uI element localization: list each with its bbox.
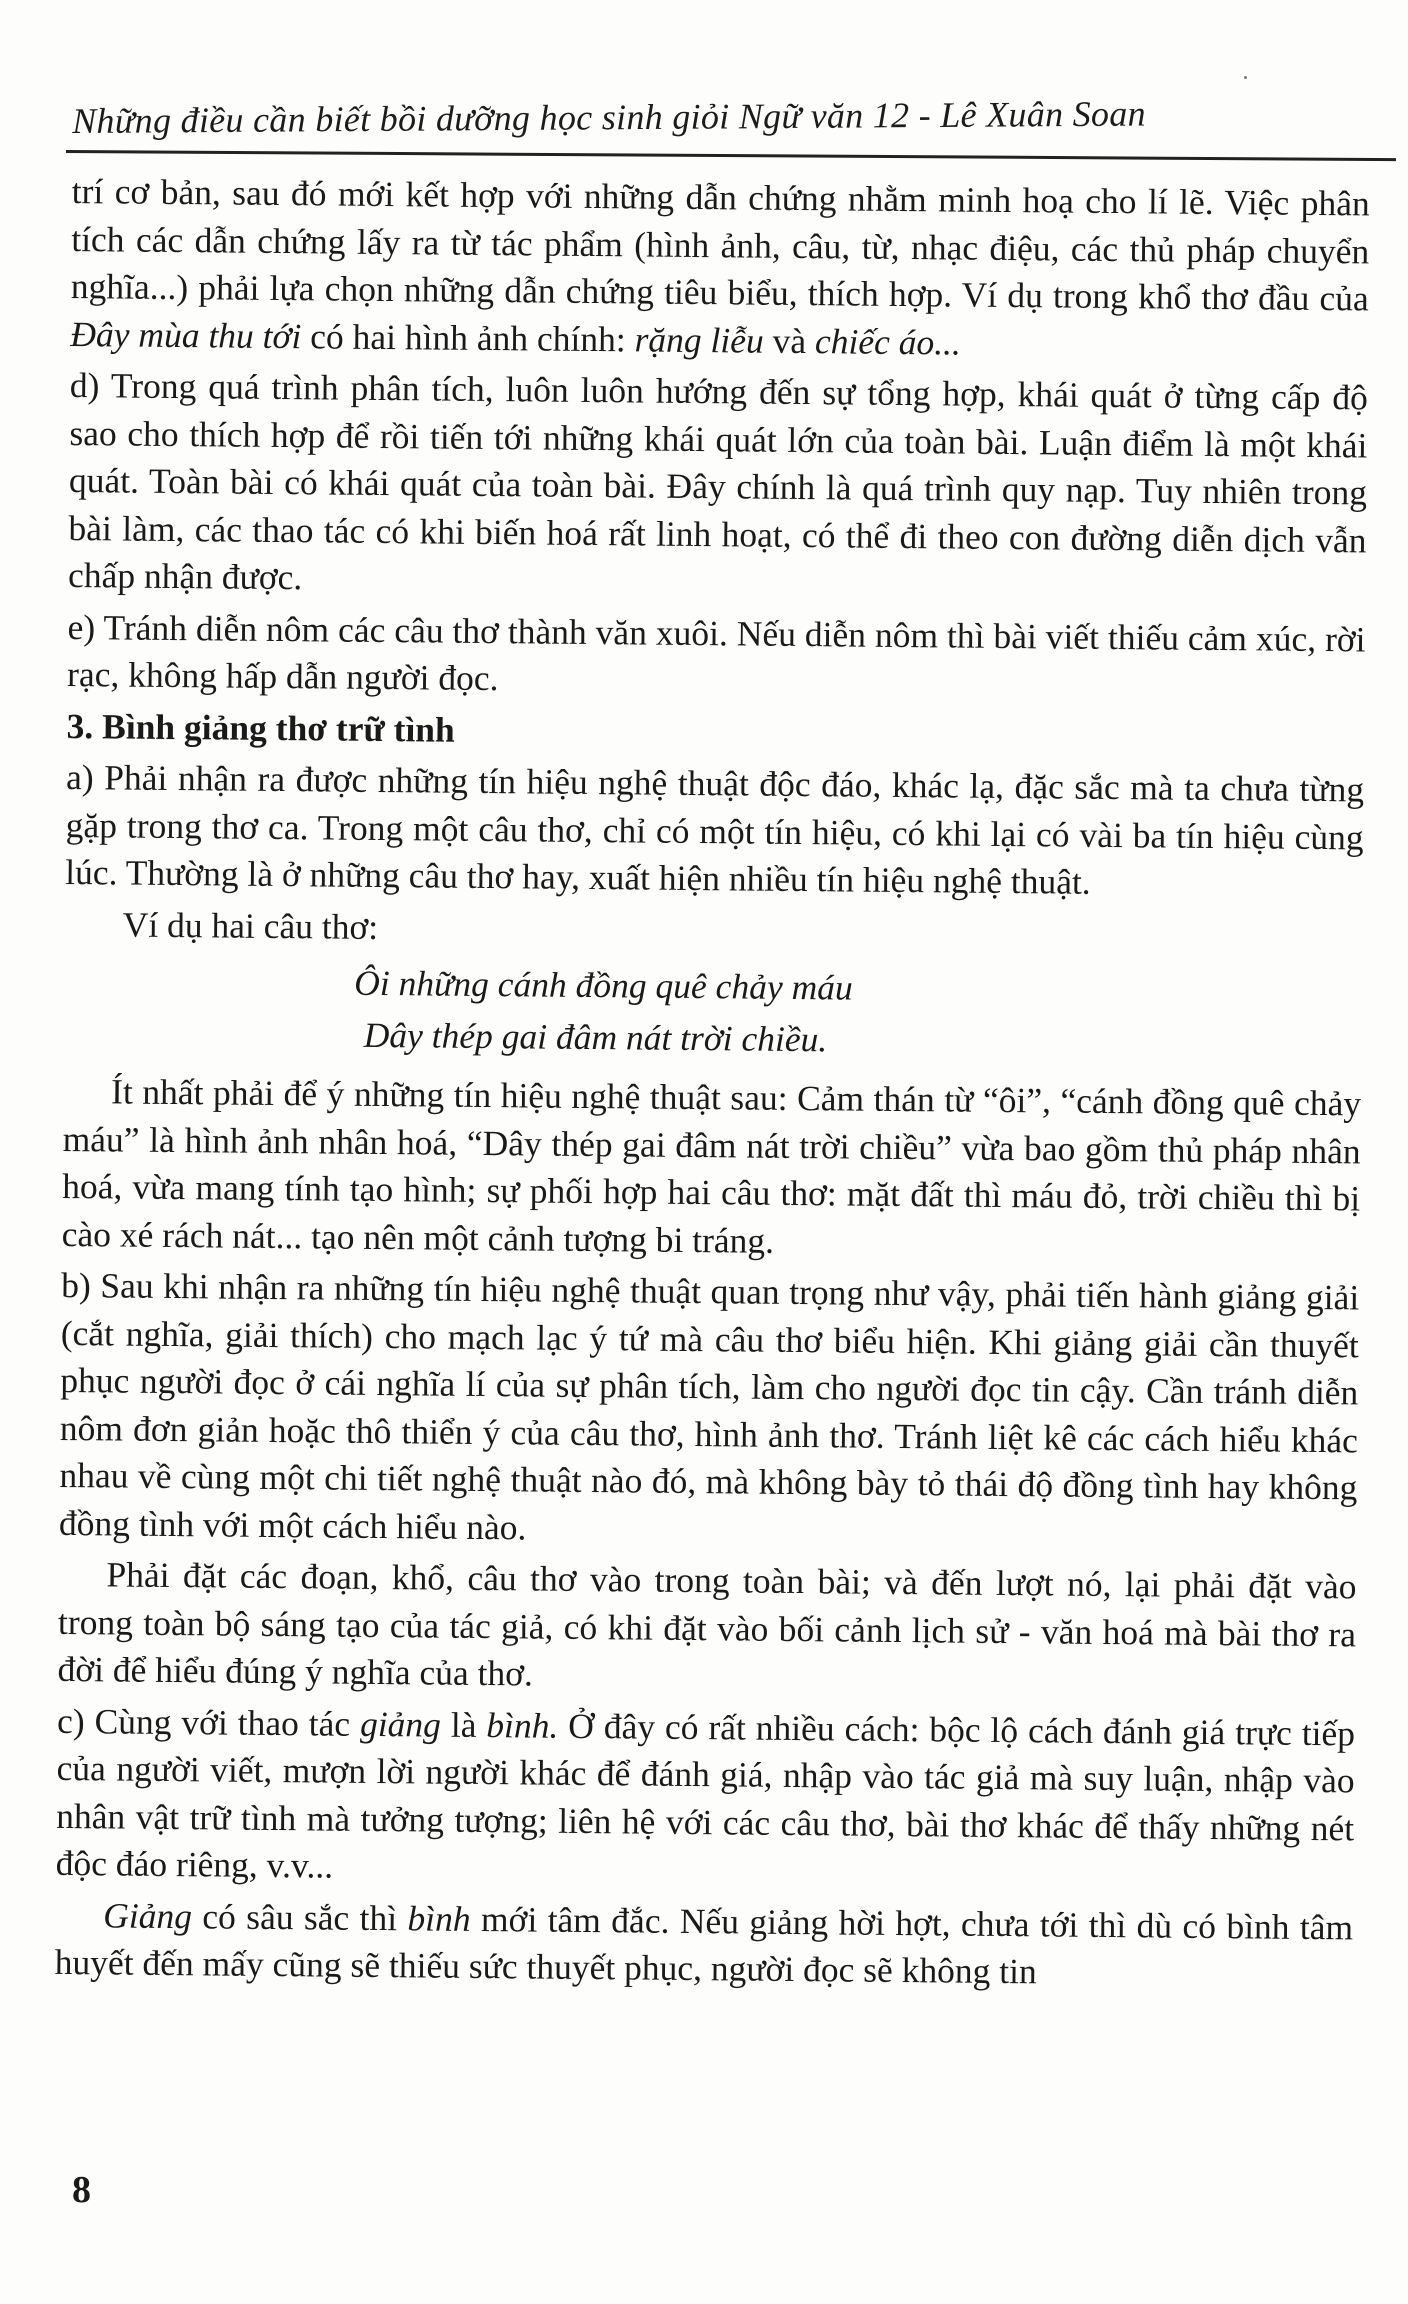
paragraph-context: Phải đặt các đoạn, khổ, câu thơ vào trong toàn bài; và đến lượt nó, lại phải đặt vào trong toàn bộ sáng tạo của tác giả, có khi đặt vào bối cảnh lịch sử - văn hoá mà bài thơ ra đời để hiểu đúng ý nghĩa của thơ. [57, 1554, 1357, 1694]
paragraph-c [55, 1697, 1355, 1899]
paragraph-text: Ở đây có rất nhiều cách: bộc lộ cách đánh giá trực tiếp của người viết, mượn lời người khác để đánh giá, nhập vào tác giả mà suy luận, nhập vào nhân vật trữ tình mà tưởng tượng; liên hệ với các câu thơ, bài thơ khác để thấy những nét độc đáo riêng, v.v... [55, 1705, 1356, 1886]
poem-line-2: Dây thép gai đâm nát trời chiều. [363, 1014, 828, 1060]
italic-term: chiếc áo... [814, 320, 962, 363]
page-body [55, 168, 1370, 2003]
paragraph-text: c) Cùng với thao tác [56, 1700, 361, 1744]
paragraph-text: mới tâm đắc. Nếu giảng hời hợt, chưa tới thì dù có bình tâm huyết đến mấy cũng sẽ thiếu sức thuyết phục, người đọc sẽ không tin [54, 1898, 1354, 1992]
poem-line-1: Ôi những cánh đồng quê chảy máu [354, 962, 853, 1008]
paragraph-text: có hai hình ảnh chính: [301, 315, 635, 359]
paragraph-d: d) Trong quá trình phân tích, luôn luôn hướng đến sự tổng hợp, khái quát ở từng cấp độ sao cho thích hợp để rồi tiến tới những khái quát lớn của toàn bài. Luận điểm là một khái quát. Toàn bài có khái quát của toàn bài. Đây chính là quá trình quy nạp. Tuy nhiên trong bài làm, các thao tác có khi biến hoá rất linh hoạt, có thể đi theo con đường diễn dịch vẫn chấp nhận được. [67, 364, 1369, 598]
example-intro: Ví dụ hai câu thơ: [122, 904, 379, 947]
italic-term: bình. [486, 1704, 559, 1746]
paragraph-text: là [440, 1704, 487, 1745]
page-number: 8 [72, 2169, 91, 2211]
section-heading: 3. Bình giảng thơ trữ tình [66, 705, 455, 750]
paragraph-text: và [763, 320, 816, 361]
paragraph-e: e) Tránh diễn nôm các câu thơ thành văn xuôi. Nếu diễn nôm thì bài viết thiếu cảm xúc, rời rạc, không hấp dẫn người đọc. [66, 606, 1366, 699]
italic-term: rặng liễu [634, 318, 764, 361]
paragraph-a: a) Phải nhận ra được những tín hiệu nghệ thuật độc đáo, khác lạ, đặc sắc mà ta chưa từng gặp trong thơ ca. Trong một câu thơ, chỉ có một tín hiệu, có khi lại có vài ba tín hiệu cùng lúc. Thường là ở những câu thơ hay, xuất hiện nhiều tín hiệu nghệ thuật. [65, 756, 1365, 902]
running-header: Những điều cần biết bồi dưỡng học sinh giỏi Ngữ văn 12 - Lê Xuân Soan [72, 93, 1146, 141]
scan-speck [1244, 76, 1247, 79]
paragraph-text: có sâu sắc thì [191, 1895, 408, 1938]
paragraph-b: b) Sau khi nhận ra những tín hiệu nghệ thuật quan trọng như vậy, phải tiến hành giảng giải (cắt nghĩa, giải thích) cho mạch lạc ý tứ mà câu thơ biểu hiện. Khi giảng giải cần thuyết phục người đọc ở cái nghĩa lí của sự phân tích, làm cho người đọc tin cậy. Cần tránh diễn nôm đơn giản hoặc thô thiển ý của câu thơ, hình ảnh thơ. Tránh liệt kê các cách hiểu khác nhau về cùng một chi tiết nghệ thuật nào đó, mà không bày tỏ thái độ đồng tình hay không đồng tình với một cách hiểu nào. [58, 1264, 1360, 1547]
poem-title: Đây mùa thu tới [70, 313, 302, 356]
paragraph-analysis: Ít nhất phải để ý những tín hiệu nghệ thuật sau: Cảm thán từ “ôi”, “cánh đồng quê chảy máu” là hình ảnh nhân hoá, “Dây thép gai đâm nát trời chiều” vừa bao gồm thủ pháp nhân hoá, vừa mang tính tạo hình; sự phối hợp hai câu thơ: mặt đất thì máu đỏ, trời chiều thì bị cào xé rách nát... tạo nên một cảnh tượng bi tráng. [61, 1071, 1362, 1261]
paragraph-text: trí cơ bản, sau đó mới kết hợp với những dẫn chứng nhằm minh hoạ cho lí lẽ. Việc phân tích các dẫn chứng lấy ra từ tác phẩm (hình ảnh, câu, từ, nhạc điệu, các thủ pháp chuyển nghĩa...) phải lựa chọn những dẫn chứng tiêu biểu, thích hợp. Ví dụ trong khổ thơ đầu của [70, 170, 1370, 319]
paragraph-continued [70, 168, 1370, 370]
italic-term: bình [407, 1897, 471, 1939]
italic-term: Giảng [103, 1894, 193, 1936]
poem-quote [63, 954, 1362, 1070]
italic-term: giảng [359, 1703, 442, 1745]
paragraph-final [55, 1891, 1354, 1998]
header-rule [66, 150, 1396, 161]
